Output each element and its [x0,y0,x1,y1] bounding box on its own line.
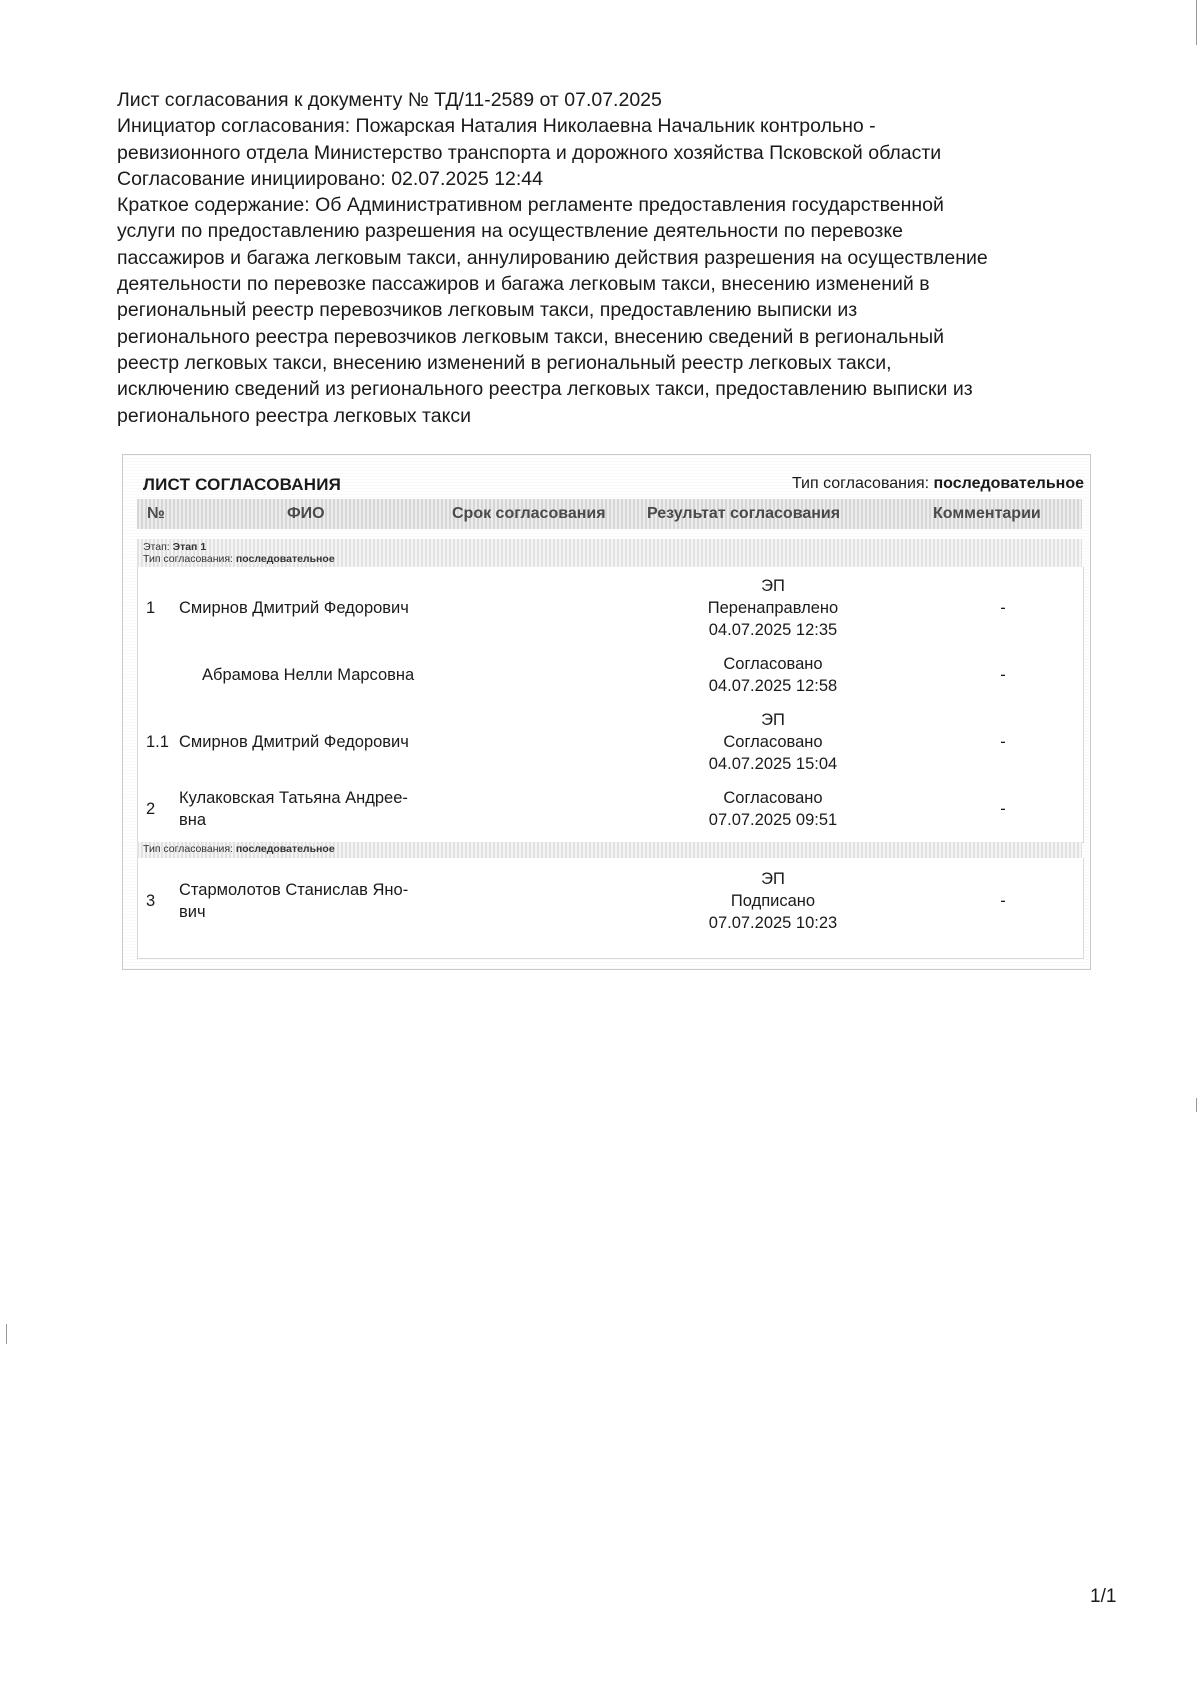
result-cell: ЭП Согласовано 04.07.2025 15:04 [708,711,838,773]
stage2-rows [137,858,1084,959]
result-cell: ЭП Подписано 07.07.2025 10:23 [708,870,838,932]
summary-line: деятельности по перевозке пассажиров и багажа легковым такси, внесению изменений в [117,273,930,296]
initiated-date: Согласование инициировано: 02.07.2025 12:44 [117,167,544,190]
scan-edge-mark [1196,0,1197,45]
result-cell: ЭП Перенаправлено 04.07.2025 12:35 [707,577,839,639]
scan-edge-mark [1196,1098,1197,1112]
summary-line: исключению сведений из регионального реестра легковых такси, предоставлению выписки из [117,378,973,401]
summary-line: Краткое содержание: Об Административном регламенте предоставления государственной [117,194,944,217]
col-comment: Комментарии [933,505,1041,522]
sheet-approval-type [792,475,1084,493]
summary-line: регионального реестра перевозчиков легковым такси, внесению сведений в региональный [117,325,944,348]
result-cell: Согласовано 07.07.2025 09:51 [708,789,838,829]
approval-sheet [122,454,1091,970]
table-row: Абрамова Нелли Марсовна Согласовано 04.07.2025 12:58 - [202,655,1006,695]
summary-line: регионального реестра легковых такси [117,404,471,427]
summary-line: реестр легковых такси, внесению изменений в региональный реестр легковых такси, [117,351,892,374]
stage-label: Этап: Этап 1 [143,541,207,553]
document-header [117,87,1117,429]
stage-type-label: Тип согласования: последовательное [143,553,335,565]
summary-line: пассажиров и багажа легковым такси, аннулированию действия разрешения на осуществление [117,246,988,269]
col-fio: ФИО [287,505,325,522]
table-header [137,499,1082,529]
sheet-type-label: Тип согласования: [791,475,930,492]
col-deadline: Срок согласования [452,505,606,522]
stage-type-label: Тип согласования: последовательное [143,843,335,855]
table-row: 2 Кулаковская Татьяна Андрее- вна Согласовано 07.07.2025 09:51 - [146,789,1006,829]
table-row: 3 Стармолотов Станислав Яно- вич ЭП Подписано 07.07.2025 10:23 - [146,870,1006,932]
col-num: № [147,505,165,522]
document-title: Лист согласования к документу № ТД/11-2589 от 07.07.2025 [117,89,662,111]
stage1-rows [137,567,1084,843]
initiator-line: Инициатор согласования: Пожарская Наталия Николаевна Начальник контрольно - [117,115,876,138]
table-row: 1.1 Смирнов Дмитрий Федорович ЭП Согласовано 04.07.2025 15:04 - [146,711,1006,773]
summary-line: услуги по предоставлению разрешения на осуществление деятельности по перевозке [117,220,903,243]
result-cell: Согласовано 04.07.2025 12:58 [708,655,838,695]
sheet-title: ЛИСТ СОГЛАСОВАНИЯ [143,475,342,494]
initiator-line-cont: ревизионного отдела Министерство транспорта и дорожного хозяйства Псковской области [117,141,942,164]
summary-line: региональный реестр перевозчиков легковым такси, предоставлению выписки из [117,299,858,322]
table-row: 1 Смирнов Дмитрий Федорович ЭП Перенаправлено 04.07.2025 12:35 - [146,577,1006,639]
col-result: Результат согласования [647,505,841,522]
page-number: 1/1 [1090,1586,1117,1607]
sheet-type-value: последовательное [933,475,1084,492]
scan-edge-mark [6,1324,7,1344]
